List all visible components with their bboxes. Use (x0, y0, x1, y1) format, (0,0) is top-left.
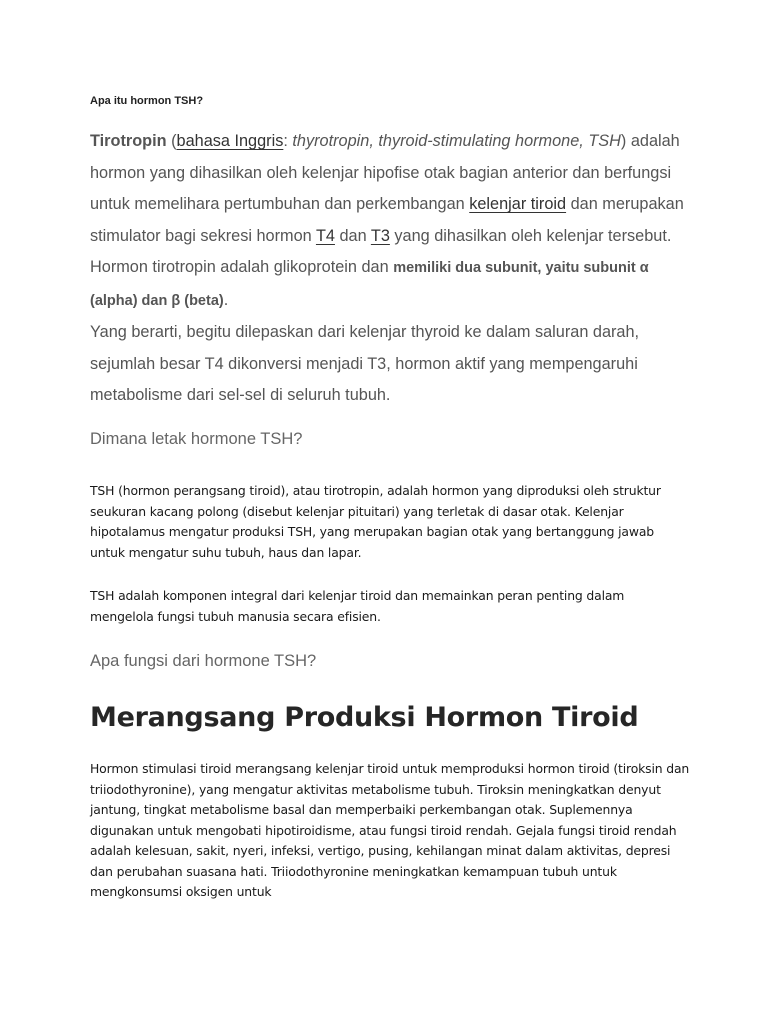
link-bahasa-inggris[interactable]: bahasa Inggris (176, 132, 284, 150)
section-title: Merangsang Produksi Hormon Tiroid (90, 702, 639, 733)
intro-text-4: Yang berarti, begitu dilepaskan dari kelenjar thyroid ke dalam saluran darah, sejumlah besar T4 dikonversi menjadi T3, hormon aktif yang mempengaruhi metabolisme dari sel-sel di seluruh tubuh. (90, 323, 640, 404)
link-t3[interactable]: T3 (370, 226, 390, 245)
subunit-text: memiliki dua subunit, yaitu subunit α (alpha) dan β (beta) (90, 260, 649, 309)
open-paren: ( (166, 132, 177, 150)
link-kelenjar-tiroid[interactable]: kelenjar tiroid (469, 195, 567, 213)
link-t4[interactable]: T4 (315, 226, 335, 245)
intro-text-3: yang dihasilkan oleh kelenjar tersebut. Hormon tirotropin adalah glikoprotein dan (90, 226, 672, 276)
close-paren: ) (620, 132, 627, 150)
colon: : (283, 132, 293, 150)
term-tirotropin: Tirotropin (90, 132, 167, 150)
paragraph-function: Hormon stimulasi tiroid merangsang kelenjar tiroid untuk memproduksi hormon tiroid (tiroksin dan triiodothyronine), yang mengatur aktivitas metabolisme tubuh. Tiroksin meningkatkan denyut jantung, tingkat metabolisme basal dan memperbaiki perkembangan otak. Suplemennya digunakan untuk mengobati hipotiroidisme, atau fungsi tiroid rendah. Gejala fungsi tiroid rendah adalah kelesuan, sakit, nyeri, infeksi, vertigo, pusing, kehilangan minat dalam aktivitas, depresi dan perubahan suasana hati. Triiodothyronine meningkatkan kemampuan tubuh untuk mengkonsumsi oksigen untuk (90, 761, 690, 899)
heading-function: Apa fungsi dari hormone TSH? (90, 652, 317, 670)
intro-text-1: adalah hormon yang dihasilkan oleh kelenjar hipofise otak bagian anterior dan berfungsi untuk memelihara pertumbuhan dan perkembangan (90, 132, 680, 213)
intro-text-2: dan merupakan stimulator bagi sekresi hormon (90, 195, 684, 245)
question-title: Apa itu hormon TSH? (90, 95, 204, 107)
intro-text-and: dan (334, 226, 371, 245)
heading-location: Dimana letak hormone TSH? (90, 430, 303, 448)
paragraph-location-1: TSH (hormon perangsang tiroid), atau tirotropin, adalah hormon yang diproduksi oleh struktur seukuran kacang polong (disebut kelenjar pituitari) yang terletak di dasar otak. Kelenjar hipotalamus mengatur produksi TSH, yang merupakan bagian otak yang bertanggung jawab untuk mengatur suhu tubuh, haus dan lapar. (90, 483, 661, 560)
english-names: thyrotropin, thyroid-stimulating hormone, TSH (292, 132, 621, 150)
paragraph-location-2: TSH adalah komponen integral dari kelenjar tiroid dan memainkan peran penting dalam mengelola fungsi tubuh manusia secara efisien. (90, 588, 625, 624)
intro-paragraph (90, 126, 690, 412)
period: . (223, 290, 229, 309)
